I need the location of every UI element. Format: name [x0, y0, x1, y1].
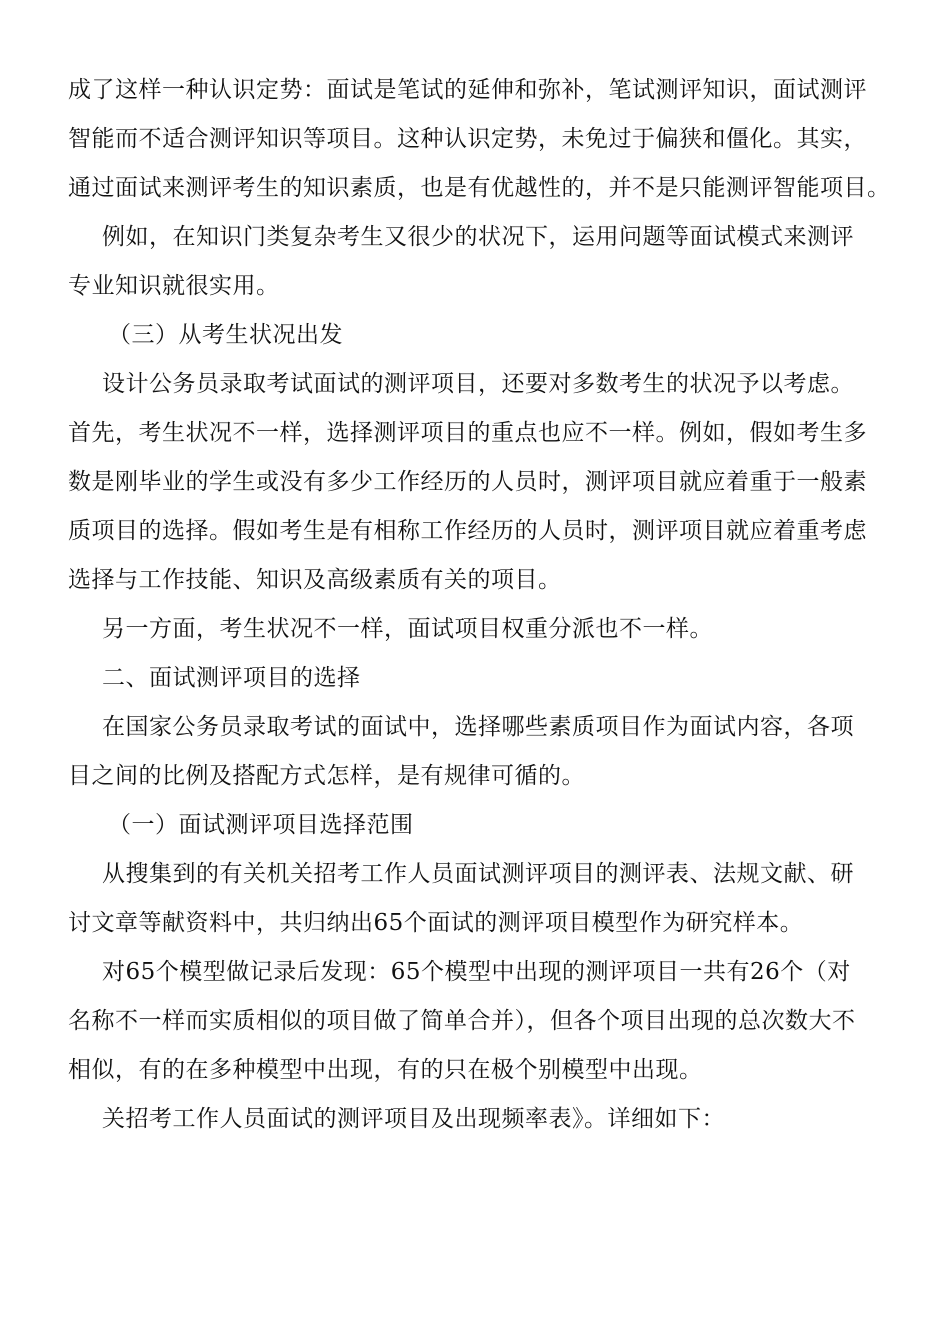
- paragraph-start-line: 设计公务员录取考试面试的测评项目，还要对多数考生的状况予以考虑。: [102, 371, 854, 397]
- text-line: 数是刚毕业的学生或没有多少工作经历的人员时，测评项目就应着重于一般素: [68, 469, 867, 495]
- paragraph-start-line: 对65个模型做记录后发现：65个模型中出现的测评项目一共有26个（对: [102, 959, 851, 985]
- paragraph-start-line: 另一方面，考生状况不一样，面试项目权重分派也不一样。: [102, 616, 713, 642]
- paragraph-start-line: 关招考工作人员面试的测评项目及出现频率表》。详细如下：: [102, 1106, 725, 1132]
- text-line: 名称不一样而实质相似的项目做了简单合并），但各个项目出现的总次数大不: [68, 1008, 856, 1034]
- text-line: 通过面试来测评考生的知识素质，也是有优越性的，并不是只能测评智能项目。: [68, 175, 891, 201]
- paragraph-start-line: 在国家公务员录取考试的面试中，选择哪些素质项目作为面试内容，各项: [102, 714, 854, 740]
- text-line: 专业知识就很实用。: [68, 273, 280, 299]
- text-line: 目之间的比例及搭配方式怎样，是有规律可循的。: [68, 763, 585, 789]
- section-heading: （三）从考生状况出发: [108, 322, 343, 348]
- text-line: 相似，有的在多种模型中出现，有的只在极个别模型中出现。: [68, 1057, 703, 1083]
- text-line: 质项目的选择。假如考生是有相称工作经历的人员时，测评项目就应着重考虑: [68, 518, 867, 544]
- body-text: [68, 66, 891, 1144]
- text-line: 成了这样一种认识定势：面试是笔试的延伸和弥补，笔试测评知识，面试测评: [68, 77, 867, 103]
- section-heading: （一）面试测评项目选择范围: [108, 812, 414, 838]
- paragraph-start-line: 从搜集到的有关机关招考工作人员面试测评项目的测评表、法规文献、研: [102, 861, 854, 887]
- text-line: 讨文章等献资料中，共归纳出65个面试的测评项目模型作为研究样本。: [68, 910, 804, 936]
- paragraph-start-line: 例如，在知识门类复杂考生又很少的状况下，运用问题等面试模式来测评: [102, 224, 854, 250]
- section-heading: 二、面试测评项目的选择: [102, 665, 361, 691]
- text-line: 选择与工作技能、知识及高级素质有关的项目。: [68, 567, 562, 593]
- text-line: 智能而不适合测评知识等项目。这种认识定势，未免过于偏狭和僵化。其实，: [68, 126, 867, 152]
- text-line: 首先，考生状况不一样，选择测评项目的重点也应不一样。例如，假如考生多: [68, 420, 867, 446]
